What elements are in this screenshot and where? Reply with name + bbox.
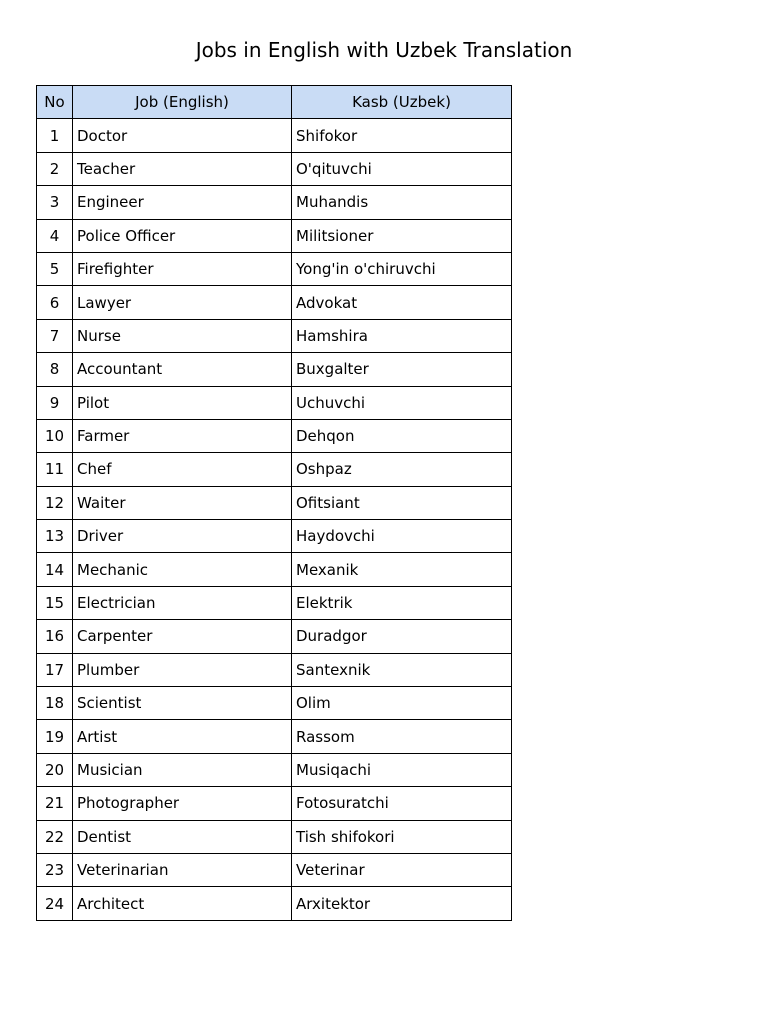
table-row [37,586,512,619]
kasb-uzbek-cell: Tish shifokori [292,820,512,853]
page-title: Jobs in English with Uzbek Translation [195,38,573,62]
table-row [37,520,512,553]
kasb-uzbek-cell: Olim [292,687,512,720]
table-row [37,319,512,352]
job-english-cell: Pilot [73,386,292,419]
kasb-uzbek-cell: Ofitsiant [292,486,512,519]
header-no: No [37,86,73,119]
row-number-cell: 5 [37,252,73,285]
job-english-cell: Nurse [73,319,292,352]
job-english-cell: Accountant [73,353,292,386]
job-english-cell: Engineer [73,186,292,219]
table-row [37,787,512,820]
table-body [37,119,512,920]
table-row [37,386,512,419]
job-english-cell: Veterinarian [73,853,292,886]
table-row [37,252,512,285]
table-row [37,853,512,886]
header-job-english: Job (English) [73,86,292,119]
row-number-cell: 14 [37,553,73,586]
row-number-cell: 12 [37,486,73,519]
kasb-uzbek-cell: Oshpaz [292,453,512,486]
table-row [37,419,512,452]
kasb-uzbek-cell: Santexnik [292,653,512,686]
jobs-table [36,85,512,921]
job-english-cell: Carpenter [73,620,292,653]
kasb-uzbek-cell: Veterinar [292,853,512,886]
table-row [37,119,512,152]
row-number-cell: 4 [37,219,73,252]
job-english-cell: Electrician [73,586,292,619]
job-english-cell: Waiter [73,486,292,519]
job-english-cell: Farmer [73,419,292,452]
job-english-cell: Chef [73,453,292,486]
job-english-cell: Photographer [73,787,292,820]
row-number-cell: 13 [37,520,73,553]
row-number-cell: 17 [37,653,73,686]
job-english-cell: Doctor [73,119,292,152]
kasb-uzbek-cell: Haydovchi [292,520,512,553]
kasb-uzbek-cell: Fotosuratchi [292,787,512,820]
row-number-cell: 16 [37,620,73,653]
kasb-uzbek-cell: Muhandis [292,186,512,219]
header-kasb-uzbek: Kasb (Uzbek) [292,86,512,119]
job-english-cell: Driver [73,520,292,553]
row-number-cell: 1 [37,119,73,152]
table-row [37,553,512,586]
kasb-uzbek-cell: O'qituvchi [292,152,512,185]
job-english-cell: Scientist [73,687,292,720]
job-english-cell: Police Officer [73,219,292,252]
kasb-uzbek-cell: Yong'in o'chiruvchi [292,252,512,285]
job-english-cell: Lawyer [73,286,292,319]
job-english-cell: Firefighter [73,252,292,285]
kasb-uzbek-cell: Rassom [292,720,512,753]
row-number-cell: 18 [37,687,73,720]
row-number-cell: 8 [37,353,73,386]
job-english-cell: Plumber [73,653,292,686]
kasb-uzbek-cell: Duradgor [292,620,512,653]
row-number-cell: 3 [37,186,73,219]
row-number-cell: 22 [37,820,73,853]
row-number-cell: 23 [37,853,73,886]
table-header-row [37,86,512,119]
table-row [37,753,512,786]
table-row [37,286,512,319]
kasb-uzbek-cell: Musiqachi [292,753,512,786]
row-number-cell: 10 [37,419,73,452]
kasb-uzbek-cell: Militsioner [292,219,512,252]
table-row [37,186,512,219]
row-number-cell: 9 [37,386,73,419]
job-english-cell: Architect [73,887,292,920]
row-number-cell: 6 [37,286,73,319]
job-english-cell: Teacher [73,152,292,185]
kasb-uzbek-cell: Arxitektor [292,887,512,920]
table-row [37,353,512,386]
table-row [37,152,512,185]
kasb-uzbek-cell: Shifokor [292,119,512,152]
kasb-uzbek-cell: Uchuvchi [292,386,512,419]
row-number-cell: 2 [37,152,73,185]
job-english-cell: Dentist [73,820,292,853]
kasb-uzbek-cell: Hamshira [292,319,512,352]
row-number-cell: 7 [37,319,73,352]
row-number-cell: 19 [37,720,73,753]
kasb-uzbek-cell: Mexanik [292,553,512,586]
table-row [37,720,512,753]
table-row [37,820,512,853]
table-row [37,687,512,720]
job-english-cell: Musician [73,753,292,786]
kasb-uzbek-cell: Elektrik [292,586,512,619]
kasb-uzbek-cell: Buxgalter [292,353,512,386]
job-english-cell: Mechanic [73,553,292,586]
kasb-uzbek-cell: Dehqon [292,419,512,452]
table-row [37,453,512,486]
row-number-cell: 24 [37,887,73,920]
kasb-uzbek-cell: Advokat [292,286,512,319]
table-row [37,219,512,252]
table-row [37,653,512,686]
table-row [37,620,512,653]
row-number-cell: 11 [37,453,73,486]
job-english-cell: Artist [73,720,292,753]
table-row [37,486,512,519]
row-number-cell: 20 [37,753,73,786]
table-row [37,887,512,920]
row-number-cell: 21 [37,787,73,820]
row-number-cell: 15 [37,586,73,619]
